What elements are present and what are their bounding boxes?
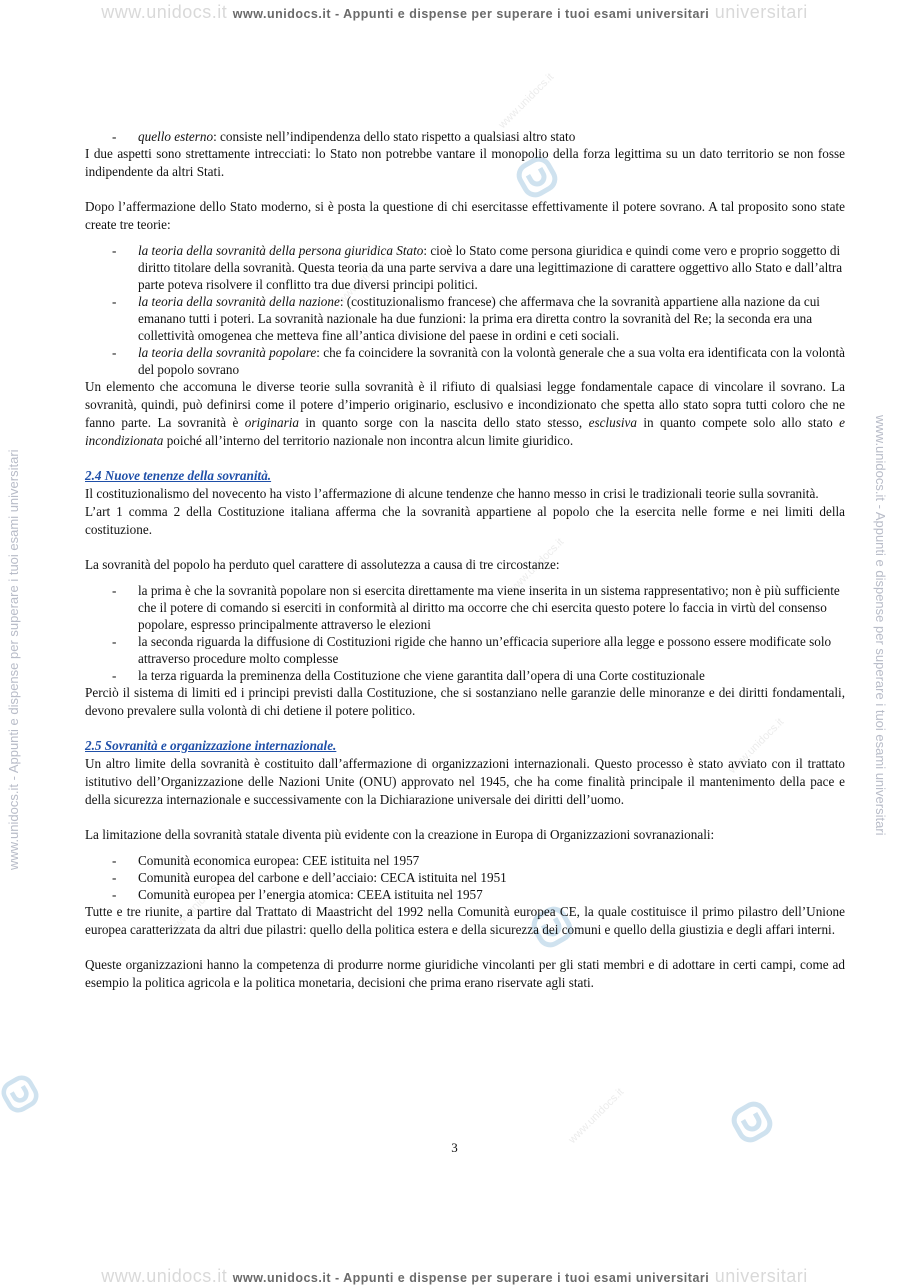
paragraph: Perciò il sistema di limiti ed i principi previsti dalla Costituzione, che si sostanziano nelle garanzie delle minoranze e dei diritti fondamentali, devono prevalere sulla volontà di chi detiene il potere politico. [85,685,845,718]
circumstances-list [85,582,845,684]
watermark-diagonal: www.unidocs.it [166,876,227,936]
communities-list [85,852,845,903]
watermark-diagonal: www.unidocs.it [336,246,397,306]
paragraph: Il costituzionalismo del novecento ha visto l’affermazione di alcune tendenze che hanno messo in crisi le tradizionali teorie sulla sovranità. [85,486,819,501]
unidocs-logo-icon [0,1072,40,1116]
list-item: - Comunità economica europea: CEE istituita nel 1957 [112,853,420,868]
list-item: - la teoria della sovranità popolare: che fa coincidere la sovranità con la volontà generale che a sua volta era identificata con la volontà del popolo sovrano [112,345,845,377]
list-item: - Comunità europea del carbone e dell’acciaio: CECA istituita nel 1951 [112,870,507,885]
list-item: - quello esterno: consiste nell’indipendenza dello stato rispetto a qualsiasi altro stato [112,129,576,144]
watermark-bold-text: www.unidocs.it - Appunti e dispense per superare i tuoi esami universitari [232,7,710,21]
paragraph: L’art 1 comma 2 della Costituzione italiana afferma che la sovranità appartiene al popolo che la esercita nelle forme e nei limiti della costituzione. [85,504,845,537]
watermark-faint-suffix: universitari [714,2,808,22]
watermark-diagonal: www.unidocs.it [566,1086,627,1146]
watermark-diagonal: www.unidocs.it [496,71,557,131]
list-item: - la terza riguarda la preminenza della Costituzione che viene garantita dall’opera di una Corte costituzionale [112,668,705,683]
paragraph: Dopo l’affermazione dello Stato moderno, si è posta la questione di chi esercitasse effettivamente il potere sovrano. A tal proposito sono state create tre teorie: [85,199,845,232]
watermark-left-vertical: www.unidocs.it - Appunti e dispense per superare i tuoi esami universitari [6,449,21,870]
list-item: - la seconda riguarda la diffusione di Costituzioni rigide che hanno un’efficacia superiore alla legge e possono essere modificate solo attraverso procedure molto complesse [112,634,832,666]
paragraph: Un elemento che accomuna le diverse teorie sulla sovranità è il rifiuto di qualsiasi legge fondamentale capace di vincolare il sovrano. La sovranità, quindi, può definirsi come il potere d’imperio originario, esclusivo e incondizionato che spetta allo stato sopra tutti coloro che ne fanno parte. La sovranità è originaria in quanto sorge con la nascita dello stato stesso, esclusiva in quanto compete solo allo stato e incondizionata poiché all’interno del territorio nazionale non incontra alcun limite giuridico. [85,379,846,448]
watermark-faint-prefix: www.unidocs.it [101,1266,228,1286]
list-item: - Comunità europea per l’energia atomica: CEEA istituita nel 1957 [112,887,483,902]
paragraph: I due aspetti sono strettamente intrecciati: lo Stato non potrebbe vantare il monopolio della forza legittima su un dato territorio se non fosse indipendente da altri Stati. [85,146,845,179]
paragraph: La limitazione della sovranità statale diventa più evidente con la creazione in Europa di Organizzazioni sovranazionali: [85,827,715,842]
list-item: - la teoria della sovranità della nazione: (costituzionalismo francese) che affermava che la sovranità appartiene alla nazione da cui emanano tutti i poteri. La sovranità nazionale ha due funzioni: la prima era diretta contro la sovranità del Re; la seconda era una collettività omogenea che metteva fine all’antica divisione del paese in ordini e ceti sociali. [112,294,820,343]
watermark-diagonal: www.unidocs.it [726,716,787,776]
watermark-bold-text: www.unidocs.it - Appunti e dispense per superare i tuoi esami universitari [232,1271,710,1285]
watermark-faint-prefix: www.unidocs.it [101,2,228,22]
paragraph: Tutte e tre riunite, a partire dal Trattato di Maastricht del 1992 nella Comunità europea CE, la quale costituisce il primo pilastro dell’Unione europea caratterizzata da altri due pilastri: quello della politica estera e della sicurezza dei comuni e quello della giustizia e degli affari interni. [85,904,845,937]
section-heading: 2.5 Sovranità e organizzazione internazionale. [85,738,337,753]
paragraph: La sovranità del popolo ha perduto quel carattere di assolutezza a causa di tre circostanze: [85,557,560,572]
list-item: - la teoria della sovranità della persona giuridica Stato: cioè lo Stato come persona giuridica e quindi come vero e proprio soggetto di diritto titolare della sovranità. Questa teoria da una parte serviva a dare una legittimazione di carattere oggettivo allo Stato e dall’altra parte poteva risolvere il conflitto tra due diversi principi politici. [112,243,843,292]
list-item: - la prima è che la sovranità popolare non si esercita direttamente ma viene inserita in un sistema rappresentativo; non è più sufficiente che il potere di comando si eserciti in conformità al diritto ma occorre che chi esercita questo potere lo faccia in virtù del consenso popolare, espresso principalmente attraverso le elezioni [112,583,840,632]
watermark-header [0,2,909,23]
theories-list [85,242,845,378]
page-number: 3 [451,1140,458,1155]
watermark-faint-suffix: universitari [714,1266,808,1286]
watermark-footer [0,1266,909,1287]
paragraph: Un altro limite della sovranità è costituito dall’affermazione di organizzazioni internazionali. Questo processo è stato avviato con il trattato istitutivo dell’Organizzazione delle Nazioni Unite (ONU) approvato nel 1945, che ha come finalità principale il mantenimento della pace e della sicurezza internazionale e successivamente con la Dichiarazione universale dei diritti dell’uomo. [85,756,845,807]
watermark-right-vertical: www.unidocs.it - Appunti e dispense per superare i tuoi esami universitari [873,415,888,836]
watermark-diagonal: www.unidocs.it [506,536,567,596]
unidocs-logo-icon [730,1100,774,1144]
paragraph: Queste organizzazioni hanno la competenza di produrre norme giuridiche vincolanti per gli stati membri e di adottare in certi campi, come ad esempio la politica agricola e la politica monetaria, decisioni che prima erano riservate agli stati. [85,957,845,990]
intro-list [85,128,845,145]
document-body [85,128,845,992]
section-heading: 2.4 Nuove tenenze della sovranità. [85,468,272,483]
